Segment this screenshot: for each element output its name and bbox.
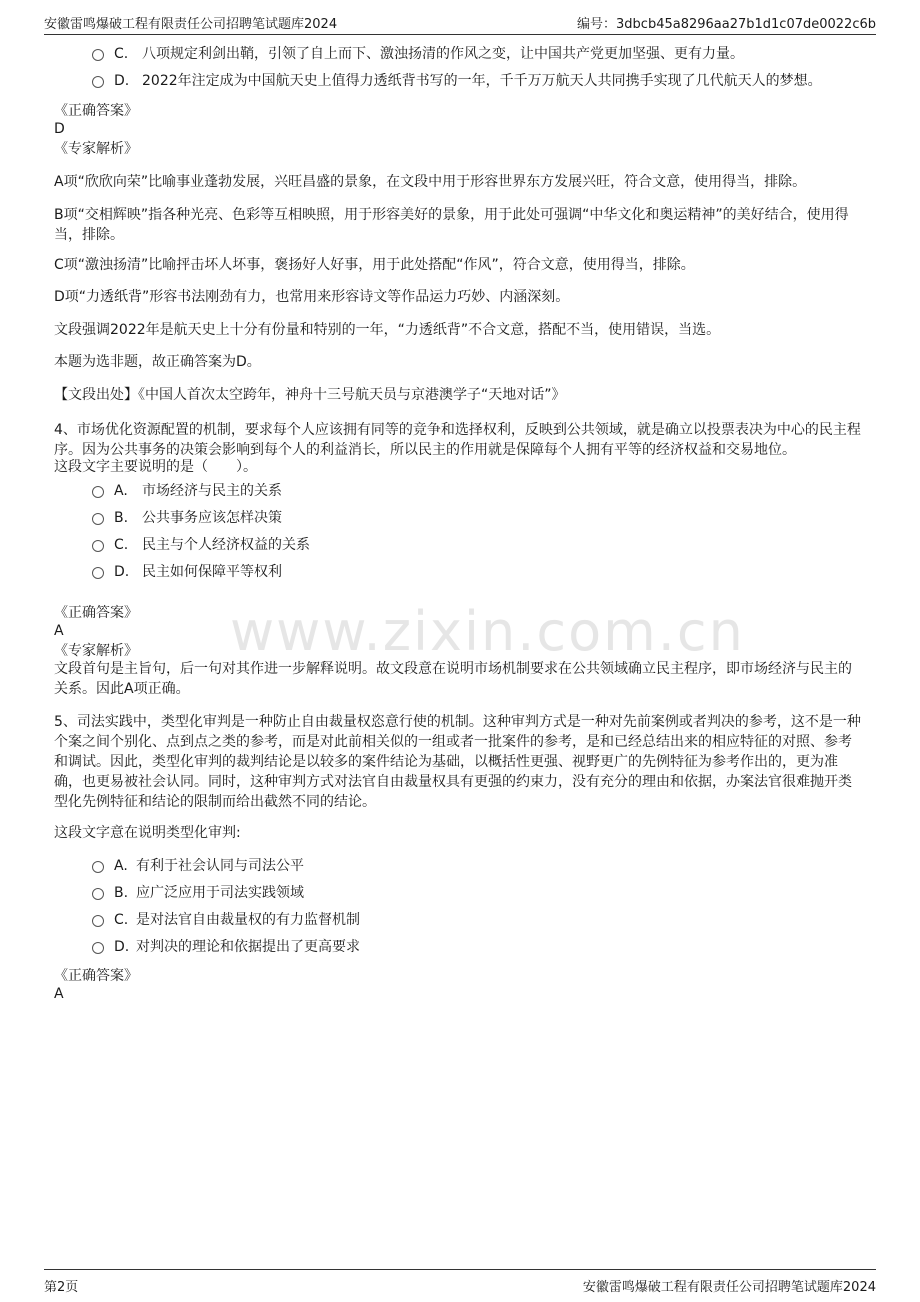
q3-option-c[interactable]: C. 八项规定利剑出鞘，引领了自上而下、激浊扬清的作风之变，让中国共产党更加坚强、更有力量。	[92, 44, 744, 64]
page-header	[44, 0, 876, 35]
q3-analysis-b: B项“交相辉映”指各种光亮、色彩等互相映照，用于形容美好的景象，用于此处可强调“中华文化和奥运精神”的美好结合，使用得当，排除。	[54, 207, 849, 243]
q3-analysis-a: A项“欣欣向荣”比喻事业蓬勃发展，兴旺昌盛的景象，在文段中用于形容世界东方发展兴旺，符合文意，使用得当，排除。	[54, 174, 807, 190]
q3-analysis-label: 《专家解析》	[54, 141, 138, 157]
q4-option-c[interactable]: C. 民主与个人经济权益的关系	[92, 535, 310, 555]
q3-analysis-c: C项“激浊扬清”比喻抨击坏人坏事，褒扬好人好事，用于此处搭配“作风”，符合文意，使用得当，排除。	[54, 257, 695, 273]
header-code: 编号：3dbcb45a8296aa27b1d1c07de0022c6b	[577, 17, 876, 32]
q3-answer-label: 《正确答案》	[54, 103, 138, 119]
radio-icon[interactable]	[92, 49, 104, 61]
radio-icon[interactable]	[92, 76, 104, 88]
q4-analysis: 文段首句是主旨句，后一句对其作进一步解释说明。故文段意在说明市场机制要求在公共领域确立民主程序，即市场经济与民主的关系。因此A项正确。	[54, 661, 852, 697]
q4-analysis-label: 《专家解析》	[54, 643, 138, 659]
q3-source: 【文段出处】《中国人首次太空跨年，神舟十三号航天员与京港澳学子“天地对话”》	[54, 387, 566, 403]
radio-icon[interactable]	[92, 513, 104, 525]
q5-option-c[interactable]: C. 是对法官自由裁量权的有力监督机制	[92, 910, 360, 930]
q5-stem: 5、司法实践中，类型化审判是一种防止自由裁量权恣意行使的机制。这种审判方式是一种对先前案例或者判决的参考，这不是一种个案之间个别化、点到点之类的参考，而是对此前相关似的一组或者一批案件的参考，是和已经总结出来的相应特征的对照、参考和调试。因此，类型化审判的裁判结论是以较多的案件结论为基础，以概括性更强、视野更广的先例特征为参考作出的，更为准确，也更易被社会认同。同时，这种审判方式对法官自由裁量权具有更强的约束力，没有充分的理由和依据，办案法官很难抛开类型化先例特征和结论的限制而给出截然不同的结论。	[54, 714, 861, 810]
q4-question: 这段文字主要说明的是（ ）。	[54, 459, 257, 475]
q4-option-a[interactable]: A. 市场经济与民主的关系	[92, 481, 282, 501]
q3-option-d[interactable]: D. 2022年注定成为中国航天史上值得力透纸背书写的一年，千千万万航天人共同携手实现了几代航天人的梦想。	[92, 71, 822, 91]
q4-option-d[interactable]: D. 民主如何保障平等权利	[92, 562, 282, 582]
radio-icon[interactable]	[92, 486, 104, 498]
radio-icon[interactable]	[92, 861, 104, 873]
q4-answer-label: 《正确答案》	[54, 605, 138, 621]
radio-icon[interactable]	[92, 942, 104, 954]
header-title: 安徽雷鸣爆破工程有限责任公司招聘笔试题库2024	[44, 17, 338, 32]
footer-title: 安徽雷鸣爆破工程有限责任公司招聘笔试题库2024	[582, 1280, 876, 1295]
q4-answer: A	[54, 623, 64, 639]
q3-analysis-conclusion: 本题为选非题，故正确答案为D。	[54, 354, 261, 370]
q4-option-b[interactable]: B. 公共事务应该怎样决策	[92, 508, 282, 528]
radio-icon[interactable]	[92, 915, 104, 927]
q4-stem: 4、市场优化资源配置的机制，要求每个人应该拥有同等的竞争和选择权利，反映到公共领域，就是确立以投票表决为中心的民主程序。因为公共事务的决策会影响到每个人的利益消长，所以民主的作用就是保障每个人拥有平等的经济权益和交易地位。	[54, 422, 861, 458]
page-footer	[44, 1269, 876, 1302]
watermark: www.zixin.com.cn	[230, 600, 745, 663]
q5-answer-label: 《正确答案》	[54, 968, 138, 984]
page-number: 第2页	[44, 1280, 79, 1295]
radio-icon[interactable]	[92, 540, 104, 552]
q5-answer: A	[54, 986, 64, 1002]
q5-option-d[interactable]: D. 对判决的理论和依据提出了更高要求	[92, 937, 360, 957]
q3-answer: D	[54, 121, 65, 137]
q5-option-b[interactable]: B. 应广泛应用于司法实践领域	[92, 883, 304, 903]
q3-analysis-d: D项“力透纸背”形容书法刚劲有力，也常用来形容诗文等作品运力巧妙、内涵深刻。	[54, 289, 570, 305]
q5-question: 这段文字意在说明类型化审判:	[54, 825, 241, 841]
q3-analysis-summary: 文段强调2022年是航天史上十分有份量和特别的一年，“力透纸背”不合文意，搭配不当，使用错误，当选。	[54, 322, 721, 338]
radio-icon[interactable]	[92, 888, 104, 900]
radio-icon[interactable]	[92, 567, 104, 579]
q5-option-a[interactable]: A. 有利于社会认同与司法公平	[92, 856, 304, 876]
